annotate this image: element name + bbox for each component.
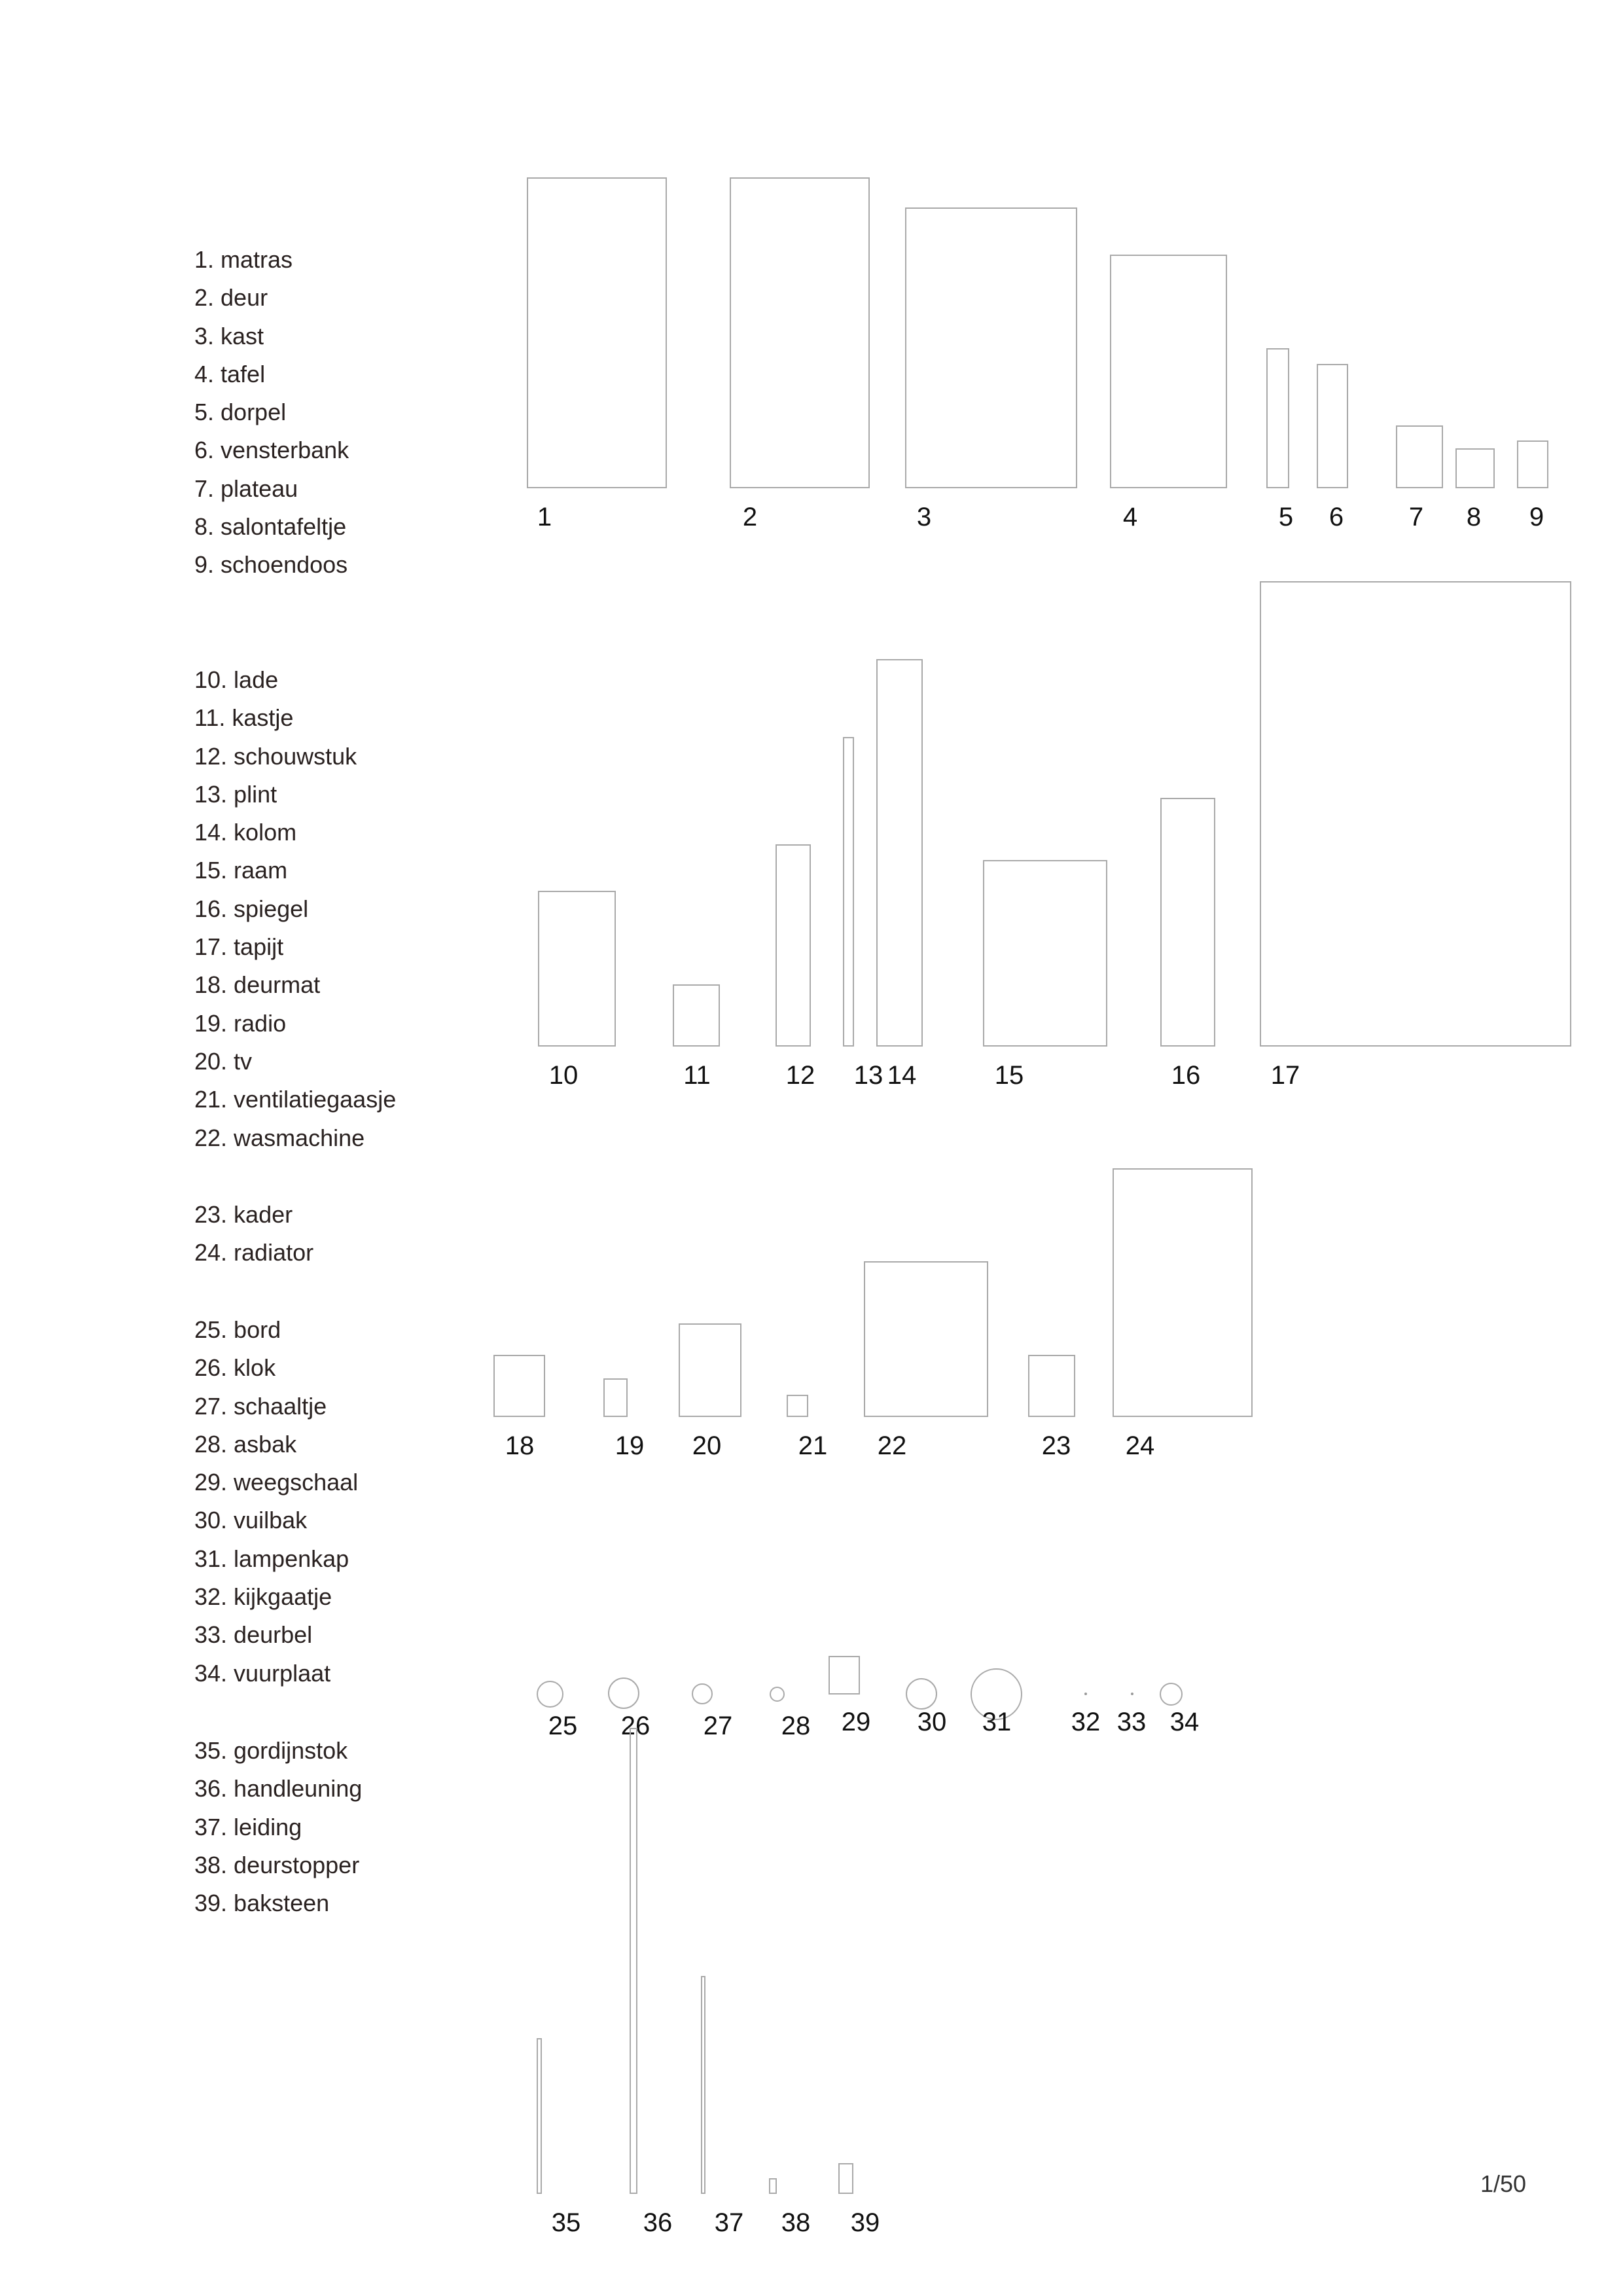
- dorpel-outline: [1266, 348, 1289, 488]
- shape-label: 1: [537, 503, 552, 531]
- klok-outline: [608, 1677, 639, 1709]
- gordijnstok-outline: [537, 2038, 542, 2194]
- shape-label: 8: [1466, 503, 1482, 531]
- legend-item: 27. schaaltje: [194, 1392, 327, 1420]
- legend-item: 30. vuilbak: [194, 1507, 308, 1534]
- shape-label: 34: [1169, 1708, 1200, 1736]
- bord-outline: [537, 1681, 563, 1708]
- legend-item: 29. weegschaal: [194, 1469, 359, 1496]
- legend-item: 18. deurmat: [194, 971, 321, 999]
- shape-label: 23: [1041, 1431, 1071, 1460]
- shape-label: 6: [1329, 503, 1344, 531]
- legend-item: 39. baksteen: [194, 1890, 330, 1917]
- legend-item: 17. tapijt: [194, 933, 284, 961]
- shape-label: 14: [887, 1061, 917, 1090]
- legend-item: 21. ventilatiegaasje: [194, 1086, 397, 1113]
- ventilatiegaasje-outline: [787, 1395, 808, 1417]
- kolom-outline: [876, 659, 923, 1047]
- shape-label: 3: [916, 503, 932, 531]
- legend-item: 7. plateau: [194, 475, 298, 502]
- shape-label: 4: [1122, 503, 1138, 531]
- legend-item: 20. tv: [194, 1047, 253, 1075]
- shape-label: 22: [877, 1431, 907, 1460]
- shape-label: 18: [505, 1431, 535, 1460]
- kast-outline: [905, 207, 1077, 488]
- vuurplaat-outline: [1160, 1683, 1183, 1706]
- legend-item: 16. spiegel: [194, 895, 309, 922]
- shape-label: 26: [620, 1712, 651, 1740]
- deurmat-outline: [493, 1355, 545, 1417]
- legend-item: 12. schouwstuk: [194, 742, 357, 770]
- asbak-outline: [770, 1687, 785, 1702]
- legend-group-objects-1-9: [194, 241, 349, 584]
- shape-label: 28: [781, 1712, 811, 1740]
- shape-label: 37: [714, 2208, 744, 2237]
- shape-label: 17: [1270, 1061, 1300, 1090]
- schaaltje-outline: [692, 1683, 713, 1704]
- leiding-outline: [701, 1976, 705, 2194]
- shape-label: 5: [1278, 503, 1294, 531]
- shape-label: 9: [1529, 503, 1544, 531]
- legend-item: 10. lade: [194, 666, 279, 693]
- shape-label: 25: [548, 1712, 578, 1740]
- legend-item: 35. gordijnstok: [194, 1737, 348, 1764]
- legend-item: 1. matras: [194, 246, 293, 273]
- shape-label: 24: [1125, 1431, 1155, 1460]
- legend-item: 19. radio: [194, 1009, 287, 1037]
- deurbel-dot: [1131, 1693, 1133, 1695]
- shape-label: 36: [643, 2208, 673, 2237]
- legend-item: 36. handleuning: [194, 1775, 363, 1803]
- shape-label: 11: [683, 1061, 711, 1090]
- legend-item: 38. deurstopper: [194, 1851, 360, 1878]
- kader-outline: [1028, 1355, 1075, 1417]
- shape-label: 12: [785, 1061, 815, 1090]
- shape-label: 39: [850, 2208, 880, 2237]
- tafel-outline: [1110, 255, 1227, 488]
- shape-label: 2: [742, 503, 758, 531]
- shape-label: 32: [1071, 1708, 1101, 1736]
- spiegel-outline: [1160, 798, 1215, 1047]
- legend-item: 32. kijkgaatje: [194, 1583, 332, 1611]
- vensterbank-outline: [1317, 364, 1348, 488]
- kastje-outline: [673, 984, 720, 1047]
- vuilbak-outline: [906, 1678, 937, 1710]
- deurstopper-outline: [769, 2178, 777, 2194]
- radiator-outline: [1113, 1168, 1253, 1417]
- legend-group-objects-35-39: [194, 1732, 362, 1922]
- legend-item: 6. vensterbank: [194, 437, 349, 464]
- legend-item: 13. plint: [194, 780, 277, 808]
- legend-item: 23. kader: [194, 1201, 293, 1228]
- legend-item: 5. dorpel: [194, 399, 287, 426]
- legend-item: 15. raam: [194, 857, 288, 884]
- deur-outline: [730, 177, 870, 488]
- shape-label: 15: [994, 1061, 1024, 1090]
- legend-item: 37. leiding: [194, 1813, 302, 1840]
- lade-outline: [538, 891, 616, 1047]
- plateau-outline: [1396, 425, 1443, 488]
- baksteen-outline: [838, 2163, 853, 2194]
- shape-label: 20: [692, 1431, 722, 1460]
- shape-label: 33: [1116, 1708, 1147, 1736]
- tapijt-outline: [1260, 581, 1571, 1047]
- legend-group-objects-25-34: [194, 1311, 358, 1693]
- handleuning-outline: [630, 1728, 637, 2194]
- legend-item: 33. deurbel: [194, 1621, 313, 1649]
- shape-label: 16: [1171, 1061, 1201, 1090]
- legend-item: 14. kolom: [194, 819, 297, 846]
- legend-item: 24. radiator: [194, 1239, 314, 1266]
- kijkgaatje-dot: [1084, 1693, 1087, 1695]
- legend-item: 28. asbak: [194, 1430, 297, 1458]
- shape-label: 13: [853, 1061, 883, 1090]
- matras-outline: [527, 177, 667, 488]
- page-number: 1/50: [1480, 2170, 1527, 2197]
- legend-item: 9. schoendoos: [194, 551, 348, 579]
- salontafeltje-outline: [1455, 448, 1495, 488]
- schoendoos-outline: [1517, 440, 1548, 488]
- legend-item: 22. wasmachine: [194, 1124, 365, 1151]
- tv-outline: [679, 1323, 741, 1417]
- shape-label: 35: [551, 2208, 581, 2237]
- shape-label: 29: [841, 1708, 871, 1736]
- radio-outline: [603, 1378, 628, 1417]
- legend-item: 25. bord: [194, 1316, 281, 1343]
- legend-item: 4. tafel: [194, 360, 266, 387]
- shape-label: 38: [781, 2208, 811, 2237]
- shape-label: 27: [703, 1712, 733, 1740]
- shape-label: 31: [982, 1708, 1012, 1736]
- shape-label: 30: [917, 1708, 947, 1736]
- legend-group-objects-10-22: [194, 661, 396, 1157]
- wasmachine-outline: [864, 1261, 988, 1417]
- legend-item: 3. kast: [194, 322, 264, 350]
- legend-item: 11. kastje: [194, 704, 294, 732]
- shape-label: 7: [1408, 503, 1424, 531]
- schouwstuk-outline: [776, 844, 811, 1047]
- legend-item: 34. vuurplaat: [194, 1659, 331, 1687]
- legend-item: 2. deur: [194, 284, 268, 312]
- legend-item: 26. klok: [194, 1354, 276, 1382]
- weegschaal-outline: [829, 1656, 860, 1695]
- legend-item: 8. salontafeltje: [194, 513, 347, 541]
- shape-label: 21: [798, 1431, 828, 1460]
- raam-outline: [983, 860, 1107, 1047]
- legend-group-objects-23-24: [194, 1196, 313, 1272]
- shape-label: 10: [548, 1061, 579, 1090]
- legend-item: 31. lampenkap: [194, 1545, 349, 1572]
- plint-outline: [843, 737, 854, 1047]
- shape-label: 19: [615, 1431, 645, 1460]
